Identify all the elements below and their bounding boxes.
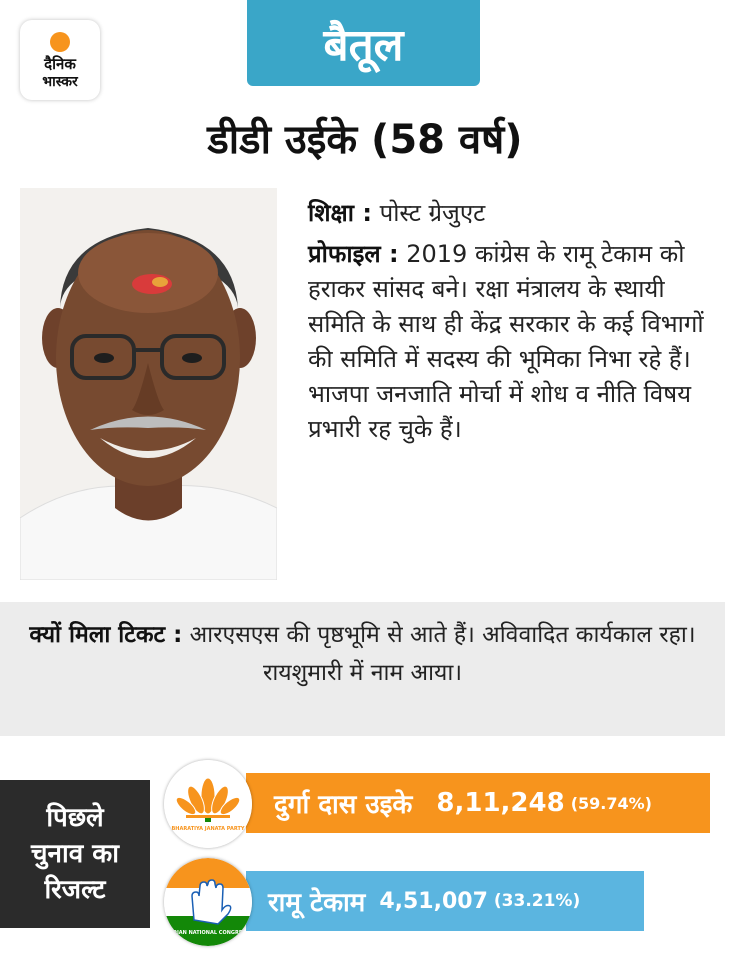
- education-label: शिक्षा :: [308, 199, 372, 227]
- education-value: पोस्ट ग्रेजुएट: [379, 199, 486, 227]
- candidate-photo: [20, 188, 277, 580]
- result-label-line: रिजल्ट: [44, 875, 106, 905]
- profile-label: प्रोफाइल :: [308, 240, 399, 268]
- ticket-reason-box: [0, 602, 725, 736]
- logo-line-1: दैनिक: [44, 55, 76, 73]
- inc-hand-icon: [164, 858, 252, 946]
- result-bar-bjp: [246, 773, 710, 833]
- sun-icon: [50, 32, 70, 52]
- dainik-bhaskar-logo: [20, 20, 100, 100]
- candidate-heading: डीडी उईके (58 वर्ष): [207, 117, 523, 163]
- education-row: [308, 196, 708, 231]
- previous-result-label: [0, 780, 150, 928]
- vote-percent: (59.74%): [570, 793, 652, 813]
- profile-value: 2019 कांग्रेस के रामू टेकाम को हराकर सांसद बने। रक्षा मंत्रालय के स्थायी समिति के साथ ही केंद्र सरकार के कई विभागों की समिति में सदस्य की भूमिका निभा रहे हैं। भाजपा जनजाति मोर्चा में शोध व नीति विषय प्रभारी रह चुके हैं।: [308, 240, 704, 443]
- result-label-line: चुनाव का: [31, 839, 119, 869]
- candidate-name: दुर्गा दास उइके: [274, 790, 413, 820]
- result-bar-inc: [246, 871, 644, 931]
- vote-count: 8,11,248: [436, 788, 565, 818]
- result-label-line: पिछले: [46, 803, 104, 833]
- party-caption: BHARATIYA JANATA PARTY: [171, 826, 245, 832]
- profile-row: [308, 237, 708, 447]
- ticket-value: आरएसएस की पृष्ठभूमि से आते हैं। अविवादित कार्यकाल रहा। रायशुमारी में नाम आया।: [189, 622, 696, 686]
- vote-percent: (33.21%): [493, 891, 581, 911]
- candidate-portrait-icon: [20, 188, 277, 580]
- bjp-lotus-icon: [164, 760, 252, 848]
- candidate-name: रामू टेकाम: [268, 888, 366, 918]
- logo-line-2: भास्कर: [42, 74, 78, 90]
- ticket-label: क्यों मिला टिकट :: [29, 622, 183, 648]
- constituency-name: बैतूल: [323, 20, 404, 71]
- vote-count: 4,51,007: [379, 888, 488, 914]
- constituency-tab: [247, 0, 480, 86]
- lotus-icon: [164, 760, 252, 848]
- party-caption: INDIAN NATIONAL CONGRESS: [166, 930, 250, 936]
- candidate-info: [308, 196, 708, 453]
